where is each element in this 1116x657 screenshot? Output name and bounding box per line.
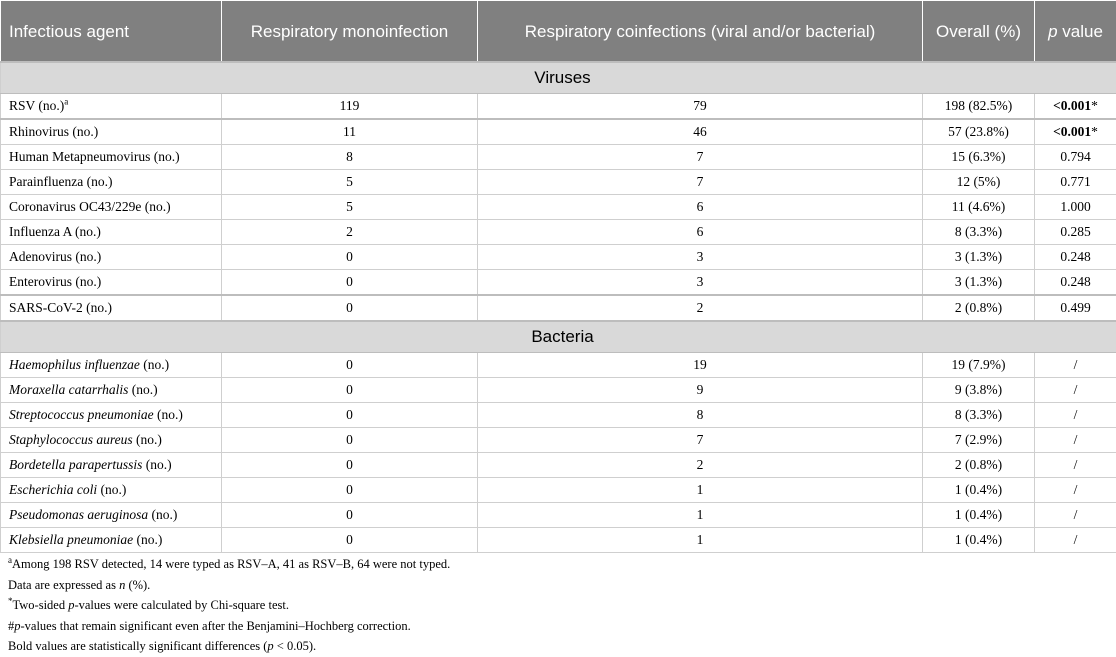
p-value: <0.001 <box>1053 98 1091 113</box>
table-row <box>1 503 1116 528</box>
overall-cell: 1 (0.4%) <box>923 528 1035 553</box>
section-label-viruses: Viruses <box>1 62 1116 94</box>
footnote-a-mark: a <box>8 555 12 565</box>
agent-cell: SARS-CoV-2 (no.) <box>1 295 222 321</box>
footnote-bold-pre: Bold values are statistically significant differences ( <box>8 639 267 653</box>
mono-cell: 0 <box>222 378 478 403</box>
footnote-bold-post: < 0.05). <box>274 639 316 653</box>
coinf-cell: 2 <box>478 295 923 321</box>
agent-suffix: (no.) <box>97 482 126 497</box>
table-row <box>1 528 1116 553</box>
p-cell: / <box>1035 403 1116 428</box>
mono-cell: 119 <box>222 94 478 120</box>
table-row <box>1 478 1116 503</box>
p-cell: / <box>1035 453 1116 478</box>
mono-cell: 5 <box>222 170 478 195</box>
p-cell: 0.794 <box>1035 145 1116 170</box>
header-agent: Infectious agent <box>1 1 222 63</box>
agent-cell <box>1 478 222 503</box>
footnote-a <box>8 554 1108 575</box>
agent-suffix: (no.) <box>140 357 169 372</box>
overall-cell: 3 (1.3%) <box>923 245 1035 270</box>
table-row <box>1 428 1116 453</box>
overall-cell: 11 (4.6%) <box>923 195 1035 220</box>
header-p-rest: value <box>1058 22 1103 41</box>
table-row <box>1 245 1116 270</box>
p-cell: 0.248 <box>1035 270 1116 296</box>
overall-cell: 3 (1.3%) <box>923 270 1035 296</box>
agent-cell <box>1 94 222 120</box>
agent-suffix: (no.) <box>148 507 177 522</box>
table-row <box>1 378 1116 403</box>
agent-suffix: (no.) <box>128 382 157 397</box>
overall-cell: 12 (5%) <box>923 170 1035 195</box>
table-row <box>1 220 1116 245</box>
mono-cell: 0 <box>222 270 478 296</box>
overall-cell: 1 (0.4%) <box>923 503 1035 528</box>
table-footnotes <box>8 554 1108 657</box>
species-name: Streptococcus pneumoniae <box>9 407 154 422</box>
footnote-data-pre: Data are expressed as <box>8 578 119 592</box>
coinf-cell: 6 <box>478 195 923 220</box>
coinf-cell: 7 <box>478 145 923 170</box>
agent-cell <box>1 428 222 453</box>
mono-cell: 2 <box>222 220 478 245</box>
species-name: Bordetella parapertussis <box>9 457 142 472</box>
species-name: Moraxella catarrhalis <box>9 382 128 397</box>
table-body <box>1 62 1116 553</box>
coinf-cell: 7 <box>478 428 923 453</box>
agent-cell: Adenovirus (no.) <box>1 245 222 270</box>
overall-cell: 1 (0.4%) <box>923 478 1035 503</box>
overall-cell: 2 (0.8%) <box>923 295 1035 321</box>
table-row <box>1 270 1116 296</box>
p-cell: / <box>1035 528 1116 553</box>
p-cell: / <box>1035 478 1116 503</box>
p-cell: / <box>1035 428 1116 453</box>
overall-cell: 8 (3.3%) <box>923 220 1035 245</box>
coinf-cell: 3 <box>478 245 923 270</box>
footnote-star <box>8 595 1108 616</box>
p-cell <box>1035 119 1116 145</box>
footnote-hash <box>8 616 1108 637</box>
agent-cell <box>1 403 222 428</box>
mono-cell: 0 <box>222 478 478 503</box>
section-row-viruses <box>1 62 1116 94</box>
header-overall: Overall (%) <box>923 1 1035 63</box>
footnote-marker: a <box>64 97 68 107</box>
agent-cell <box>1 353 222 378</box>
footnote-hash-p: p <box>14 619 20 633</box>
table-row <box>1 145 1116 170</box>
coinf-cell: 2 <box>478 453 923 478</box>
footnote-a-text: Among 198 RSV detected, 14 were typed as RSV–A, 41 as RSV–B, 64 were not typed. <box>12 557 450 571</box>
agent-cell: Coronavirus OC43/229e (no.) <box>1 195 222 220</box>
table-row <box>1 94 1116 120</box>
table-row <box>1 195 1116 220</box>
overall-cell: 8 (3.3%) <box>923 403 1035 428</box>
agent-cell: Rhinovirus (no.) <box>1 119 222 145</box>
p-cell: 0.499 <box>1035 295 1116 321</box>
mono-cell: 0 <box>222 503 478 528</box>
agent-suffix: (no.) <box>142 457 171 472</box>
p-cell: / <box>1035 503 1116 528</box>
p-mark: * <box>1091 98 1098 113</box>
coinf-cell: 6 <box>478 220 923 245</box>
coinf-cell: 1 <box>478 528 923 553</box>
footnote-bold-p: p <box>267 639 273 653</box>
agent-cell <box>1 528 222 553</box>
table-row <box>1 119 1116 145</box>
table-header <box>1 1 1116 63</box>
mono-cell: 0 <box>222 453 478 478</box>
overall-cell: 7 (2.9%) <box>923 428 1035 453</box>
p-mark: * <box>1091 124 1098 139</box>
species-name: Klebsiella pneumoniae <box>9 532 133 547</box>
species-name: Pseudomonas aeruginosa <box>9 507 148 522</box>
p-cell: 0.771 <box>1035 170 1116 195</box>
p-cell: 0.248 <box>1035 245 1116 270</box>
section-label-bacteria: Bacteria <box>1 321 1116 353</box>
coinf-cell: 1 <box>478 478 923 503</box>
footnote-star-mark: * <box>8 596 13 606</box>
table-row <box>1 453 1116 478</box>
footnote-star-p: p <box>68 598 74 612</box>
coinf-cell: 19 <box>478 353 923 378</box>
species-name: Haemophilus influenzae <box>9 357 140 372</box>
mono-cell: 0 <box>222 295 478 321</box>
agent-suffix: (no.) <box>133 532 162 547</box>
header-p-italic: p <box>1048 22 1057 41</box>
agent-cell <box>1 503 222 528</box>
agent-suffix: (no.) <box>154 407 183 422</box>
coinf-cell: 1 <box>478 503 923 528</box>
overall-cell: 19 (7.9%) <box>923 353 1035 378</box>
agent-cell: Enterovirus (no.) <box>1 270 222 296</box>
overall-cell: 2 (0.8%) <box>923 453 1035 478</box>
footnote-bold <box>8 636 1108 657</box>
p-cell: / <box>1035 353 1116 378</box>
mono-cell: 5 <box>222 195 478 220</box>
overall-cell: 57 (23.8%) <box>923 119 1035 145</box>
footnote-data-post: (%). <box>125 578 150 592</box>
agent-cell: Influenza A (no.) <box>1 220 222 245</box>
p-cell: 1.000 <box>1035 195 1116 220</box>
header-monoinfection: Respiratory monoinfection <box>222 1 478 63</box>
species-name: Staphylococcus aureus <box>9 432 133 447</box>
overall-cell: 198 (82.5%) <box>923 94 1035 120</box>
mono-cell: 0 <box>222 428 478 453</box>
agent-name: RSV (no.) <box>9 98 64 113</box>
mono-cell: 0 <box>222 245 478 270</box>
agent-cell <box>1 453 222 478</box>
footnote-star-pre: Two-sided <box>13 598 69 612</box>
agent-cell: Human Metapneumovirus (no.) <box>1 145 222 170</box>
coinf-cell: 7 <box>478 170 923 195</box>
overall-cell: 9 (3.8%) <box>923 378 1035 403</box>
coinf-cell: 46 <box>478 119 923 145</box>
overall-cell: 15 (6.3%) <box>923 145 1035 170</box>
mono-cell: 0 <box>222 353 478 378</box>
footnote-star-post: -values were calculated by Chi-square test. <box>74 598 289 612</box>
mono-cell: 0 <box>222 528 478 553</box>
coinf-cell: 9 <box>478 378 923 403</box>
header-coinfections: Respiratory coinfections (viral and/or bacterial) <box>478 1 923 63</box>
p-value: <0.001 <box>1053 124 1091 139</box>
agent-cell <box>1 378 222 403</box>
p-cell <box>1035 94 1116 120</box>
coinf-cell: 3 <box>478 270 923 296</box>
p-cell: 0.285 <box>1035 220 1116 245</box>
header-p-value <box>1035 1 1116 63</box>
footnote-hash-post: -values that remain significant even after the Benjamini–Hochberg correction. <box>21 619 411 633</box>
agent-suffix: (no.) <box>133 432 162 447</box>
footnote-hash-pre: # <box>8 619 14 633</box>
footnote-data-n: n <box>119 578 125 592</box>
table-row <box>1 403 1116 428</box>
table-row <box>1 170 1116 195</box>
species-name: Escherichia coli <box>9 482 97 497</box>
footnote-data <box>8 575 1108 596</box>
table-row <box>1 353 1116 378</box>
agent-cell: Parainfluenza (no.) <box>1 170 222 195</box>
coinf-cell: 79 <box>478 94 923 120</box>
section-row-bacteria <box>1 321 1116 353</box>
mono-cell: 0 <box>222 403 478 428</box>
mono-cell: 11 <box>222 119 478 145</box>
coinf-cell: 8 <box>478 403 923 428</box>
table-row <box>1 295 1116 321</box>
p-cell: / <box>1035 378 1116 403</box>
mono-cell: 8 <box>222 145 478 170</box>
